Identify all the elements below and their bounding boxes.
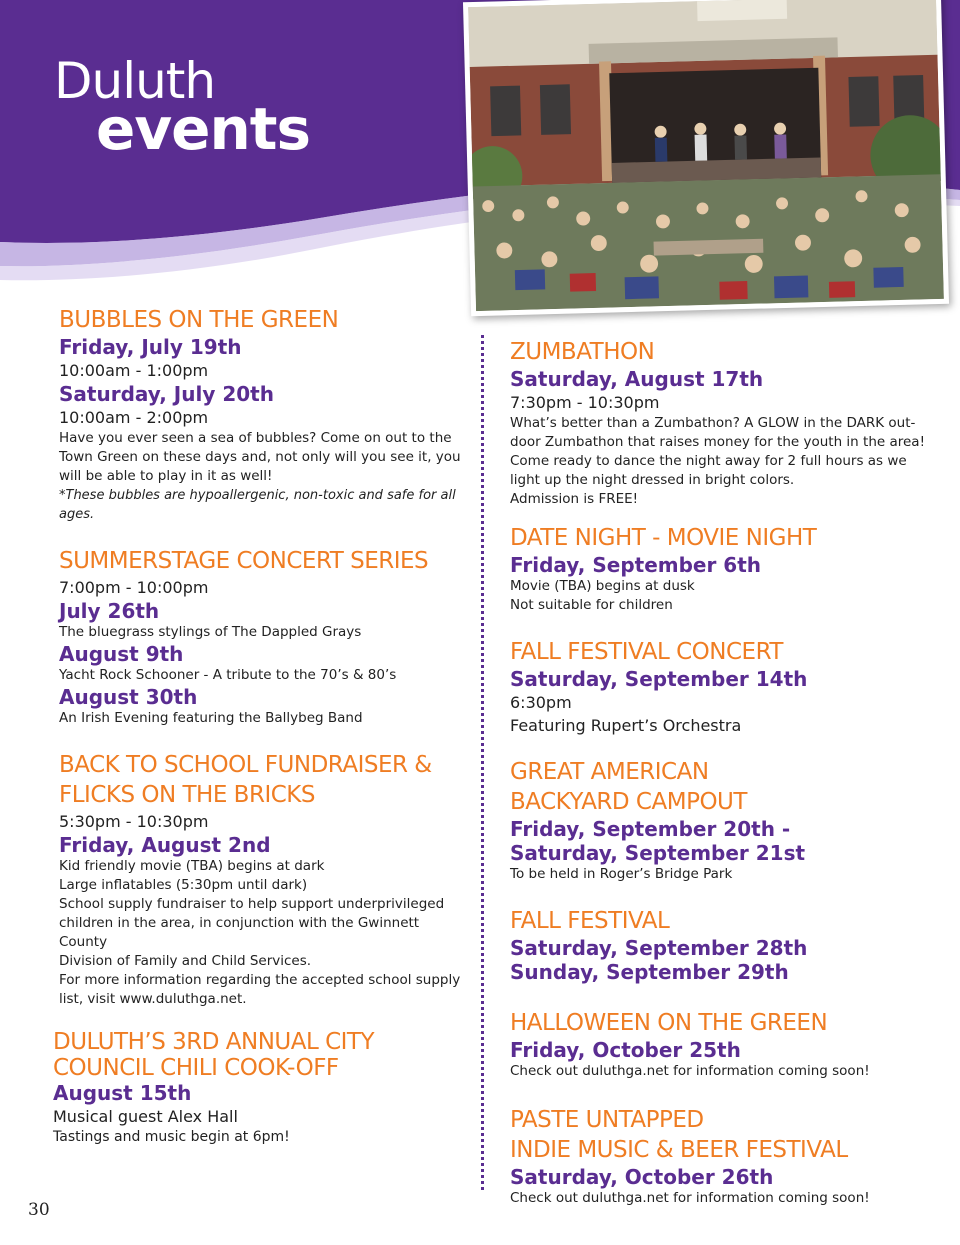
event-chili-cook-off (53, 1029, 464, 1147)
right-column (510, 337, 930, 1226)
event-date: Saturday, July 20th (59, 382, 274, 406)
event-backyard-campout (510, 757, 930, 884)
event-date-night-movie-night (510, 523, 930, 615)
event-date: Saturday, September 28th (510, 936, 808, 960)
event-description: Movie (TBA) begins at dusk (510, 578, 695, 594)
event-description: Featuring Rupert’s Orchestra (510, 716, 742, 735)
event-title: FLICKS ON THE BRICKS (59, 782, 315, 808)
event-description: An Irish Evening featuring the Ballybeg Band (59, 710, 363, 726)
event-time: 10:00am - 1:00pm (59, 361, 209, 380)
concert-photo (463, 0, 949, 316)
event-description: Have you ever seen a sea of bubbles? Come on out to the (59, 430, 452, 446)
event-note: *These bubbles are hypoallergenic, non-toxic and safe for all ages. (59, 488, 456, 522)
event-date: Saturday, September 14th (510, 667, 808, 691)
event-date: July 26th (59, 599, 160, 623)
event-date: Friday, August 2nd (59, 833, 271, 857)
event-fall-festival (510, 906, 930, 984)
event-description: Tastings and music begin at 6pm! (53, 1129, 290, 1145)
event-description: To be held in Roger’s Bridge Park (510, 866, 733, 882)
page-number: 30 (28, 1200, 50, 1220)
event-description: Admission is FREE! (510, 491, 639, 507)
event-time: 10:00am - 2:00pm (59, 408, 209, 427)
event-title: BACKYARD CAMPOUT (510, 789, 747, 815)
event-date: August 30th (59, 685, 198, 709)
event-description: Come ready to dance the night away for 2 full hours as we (510, 453, 907, 469)
event-description: Not suitable for children (510, 597, 673, 613)
header-title-duluth: Duluth (54, 52, 216, 110)
event-date: Friday, October 25th (510, 1038, 741, 1062)
event-time: 7:30pm - 10:30pm (510, 393, 660, 412)
event-title: INDIE MUSIC & BEER FESTIVAL (510, 1137, 848, 1163)
event-date: Saturday, August 17th (510, 367, 764, 391)
left-column (53, 305, 464, 1165)
event-bubbles-on-the-green (59, 305, 464, 524)
event-date: Friday, September 6th (510, 553, 762, 577)
event-description: children in the area, in conjunction with the Gwinnett County (59, 915, 420, 950)
event-date: Saturday, September 21st (510, 841, 806, 865)
event-back-to-school-fundraiser (59, 750, 464, 1009)
event-date: August 9th (59, 642, 184, 666)
event-title: BUBBLES ON THE GREEN (59, 307, 339, 333)
event-date: Saturday, October 26th (510, 1165, 774, 1189)
event-description: Check out duluthga.net for information coming soon! (510, 1190, 870, 1206)
event-time: 7:00pm - 10:00pm (59, 578, 209, 597)
event-description: Kid friendly movie (TBA) begins at dark (59, 858, 325, 874)
event-fall-festival-concert (510, 637, 930, 737)
event-date: Friday, September 20th - (510, 817, 791, 841)
event-title: SUMMERSTAGE CONCERT SERIES (59, 548, 429, 574)
event-description: Yacht Rock Schooner - A tribute to the 70’s & 80’s (59, 667, 397, 683)
event-date: Friday, July 19th (59, 335, 242, 359)
event-title: BACK TO SCHOOL FUNDRAISER & (59, 752, 432, 778)
event-description: Check out duluthga.net for information coming soon! (510, 1063, 870, 1079)
event-title: ZUMBATHON (510, 339, 655, 365)
concert-photo-icon (468, 0, 944, 311)
event-title: DATE NIGHT - MOVIE NIGHT (510, 525, 817, 551)
event-title: DULUTH’S 3RD ANNUAL CITY (53, 1029, 375, 1055)
event-title: HALLOWEEN ON THE GREEN (510, 1010, 828, 1036)
event-zumbathon (510, 337, 930, 509)
event-halloween-on-the-green (510, 1008, 930, 1081)
column-divider (481, 335, 484, 1190)
event-description: Musical guest Alex Hall (53, 1107, 238, 1126)
event-date: Sunday, September 29th (510, 960, 789, 984)
event-description: Large inflatables (5:30pm until dark) (59, 877, 308, 893)
header-title-events: events (96, 95, 311, 163)
event-title: FALL FESTIVAL (510, 908, 670, 934)
event-description: For more information regarding the accepted school supply (59, 972, 461, 988)
event-time: 6:30pm (510, 693, 572, 712)
event-description: The bluegrass stylings of The Dappled Grays (59, 624, 362, 640)
event-title: COUNCIL CHILI COOK-OFF (53, 1055, 339, 1081)
event-title: FALL FESTIVAL CONCERT (510, 639, 783, 665)
event-description: Town Green on these days and, not only will you see it, you (59, 449, 461, 465)
event-paste-untapped (510, 1105, 930, 1208)
event-time: 5:30pm - 10:30pm (59, 812, 209, 831)
event-description: light up the night dressed in bright colors. (510, 472, 795, 488)
event-title: PASTE UNTAPPED (510, 1107, 704, 1133)
event-description: will be able to play in it as well! (59, 468, 273, 484)
event-summerstage-concert-series (59, 546, 464, 728)
event-description: door Zumbathon that raises money for the youth in the area! (510, 434, 925, 450)
event-description: Division of Family and Child Services. (59, 953, 312, 969)
event-description: list, visit www.duluthga.net. (59, 991, 247, 1007)
event-title: GREAT AMERICAN (510, 759, 709, 785)
event-description: What’s better than a Zumbathon? A GLOW in the DARK out- (510, 415, 916, 431)
event-date: August 15th (53, 1081, 192, 1105)
event-description: School supply fundraiser to help support underprivileged (59, 896, 445, 912)
